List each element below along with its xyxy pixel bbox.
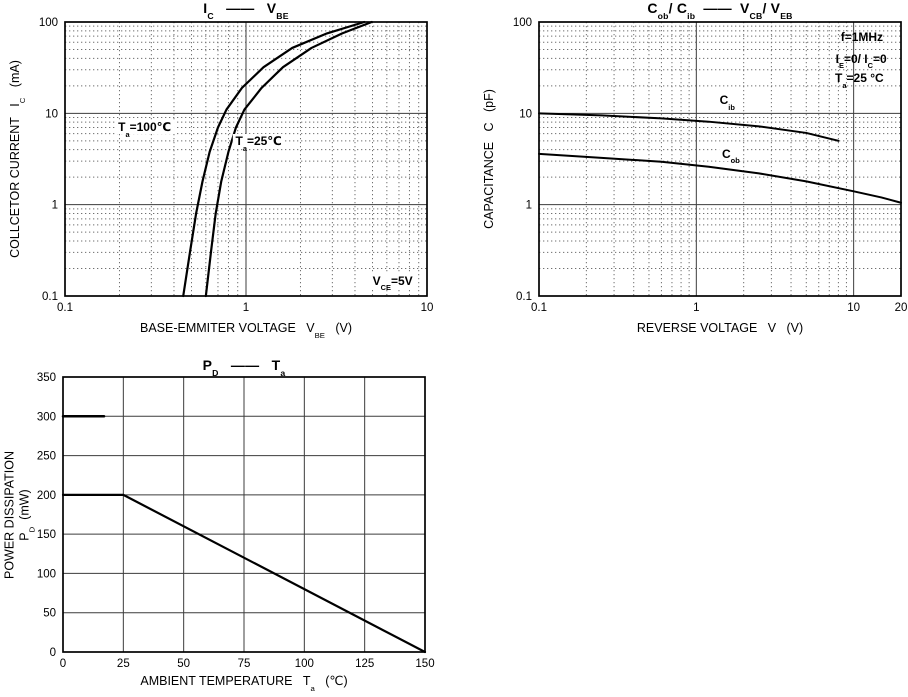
svg-text:10: 10: [519, 108, 532, 121]
plot-annotation: $T_a=25$ °C: [835, 71, 884, 90]
plot-annotation: $I_E=0/$ $I_C=0$: [835, 51, 887, 71]
svg-text:10: 10: [45, 108, 58, 121]
chart-pd-ta-ylabel-line1: POWER DISSIPATION: [2, 450, 17, 580]
chart-pd-ta-xlabel: AMBIENT TEMPERATURE $T_a$ (℃): [140, 674, 348, 693]
svg-text:25: 25: [116, 658, 130, 670]
svg-text:100: 100: [512, 17, 532, 29]
svg-text:150: 150: [415, 658, 435, 670]
chart-ic-vbe-title: $I_C$ —— $V_{BE}$: [203, 0, 289, 22]
chart-ic-vbe-xlabel: BASE-EMMITER VOLTAGE $V_{BE}$ (V): [139, 321, 352, 340]
chart-ic-vbe-plot: [0, 0, 454, 345]
chart-pd-ta: [0, 355, 454, 697]
plot-annotation: $V_{CE}=5V$: [370, 274, 416, 288]
svg-text:250: 250: [36, 450, 56, 463]
svg-text:0.1: 0.1: [42, 291, 58, 303]
plot-annotation: $C_{ib}$: [717, 93, 738, 107]
chart-capacitance-xlabel: REVERSE VOLTAGE V (V): [636, 321, 804, 335]
chart-capacitance-title: $C_{ob}/$ $C_{ib}$ —— $V_{CB}/$ $V_{EB}$: [647, 0, 793, 22]
svg-text:300: 300: [36, 411, 56, 424]
svg-text:20: 20: [894, 302, 908, 314]
plot-annotation: $T_a=100℃$: [115, 120, 174, 134]
chart-ic-vbe-ylabel: COLLCETOR CURRENT $I_C$ (mA): [8, 60, 27, 258]
svg-text:100: 100: [36, 568, 56, 581]
svg-text:100: 100: [294, 658, 314, 670]
svg-text:0: 0: [49, 647, 56, 659]
chart-ic-vbe: [0, 0, 454, 345]
chart-capacitance: [454, 0, 908, 345]
chart-pd-ta-ylabel-line2: $P_D$ (mW): [17, 489, 37, 541]
svg-text:0.1: 0.1: [516, 291, 532, 303]
chart-pd-ta-title: $P_D$ —— $T_a$: [202, 357, 286, 379]
svg-text:0.1: 0.1: [531, 302, 547, 314]
svg-text:100: 100: [38, 17, 58, 29]
svg-text:200: 200: [36, 489, 56, 502]
svg-text:0: 0: [59, 658, 67, 670]
svg-text:1: 1: [525, 199, 532, 212]
svg-text:75: 75: [237, 658, 251, 670]
chart-pd-ta-plot: [0, 355, 454, 697]
svg-text:50: 50: [43, 607, 56, 620]
plot-annotation: $C_{ob}$: [719, 147, 743, 161]
svg-text:0.1: 0.1: [57, 302, 73, 314]
svg-text:1: 1: [51, 199, 58, 212]
svg-text:1: 1: [693, 302, 700, 314]
svg-text:1: 1: [242, 302, 250, 314]
svg-text:125: 125: [355, 658, 375, 670]
svg-text:50: 50: [177, 658, 191, 670]
plot-annotation: f=1MHz: [840, 30, 884, 45]
svg-text:350: 350: [36, 372, 56, 384]
chart-pd-ta-ylabel: [2, 450, 37, 580]
svg-text:10: 10: [420, 302, 434, 314]
svg-text:10: 10: [847, 302, 861, 314]
plot-annotation: $T_a=25℃$: [232, 134, 284, 148]
chart-capacitance-ylabel: CAPACITANCE C (pF): [482, 89, 496, 229]
svg-text:150: 150: [36, 529, 56, 542]
